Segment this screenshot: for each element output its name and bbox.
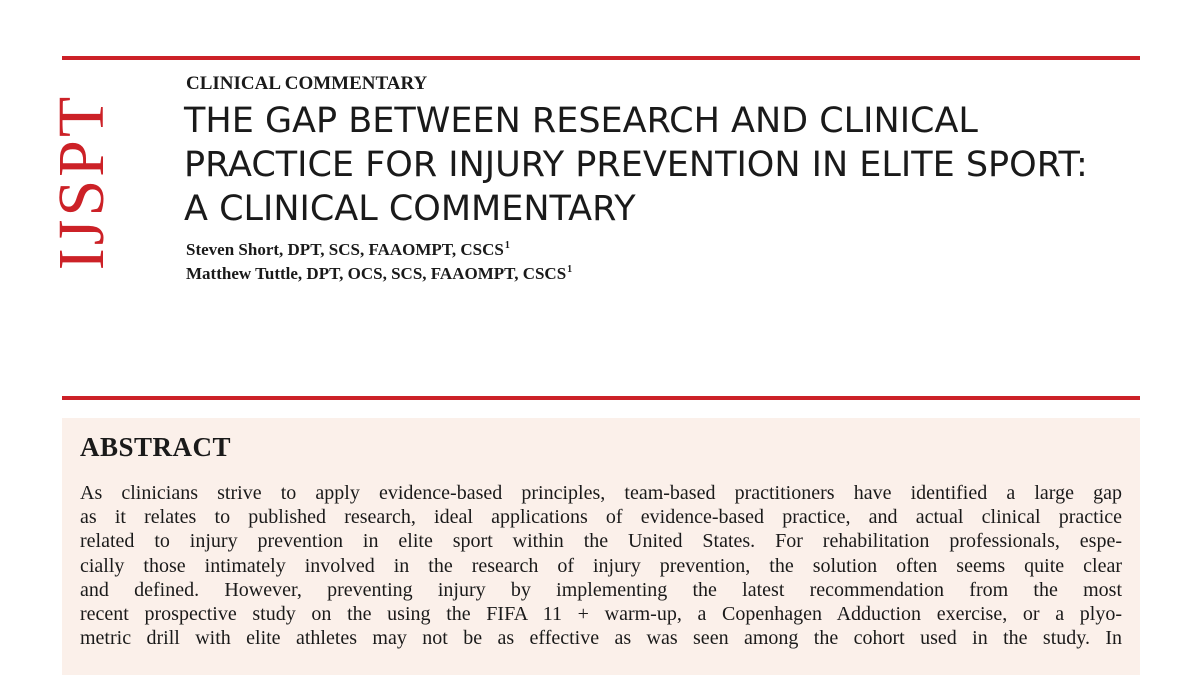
header-top-rule (62, 56, 1140, 60)
abstract-body (80, 481, 1122, 650)
abstract-line: As clinicians strive to apply evidence-based principles, team-based practitioners have identified a large gap (80, 482, 1122, 504)
section-label: CLINICAL COMMENTARY (186, 73, 428, 94)
affiliation-marker: 1 (504, 240, 510, 252)
abstract-line: and defined. However, preventing injury by implementing the latest recommendation from the most (80, 578, 1122, 601)
author-name: Steven Short, DPT, SCS, FAAOMPT, CSCS (186, 240, 504, 259)
journal-logo: IJSPT (45, 93, 118, 271)
author-list (186, 238, 572, 286)
title-line-2: PRACTICE FOR INJURY PREVENTION IN ELITE SPORT: (184, 145, 1088, 185)
abstract-line: recent prospective study on the using the FIFA 11 + warm-up, a Copenhagen Adduction exercise, or a plyo- (80, 602, 1122, 625)
title-line-1: THE GAP BETWEEN RESEARCH AND CLINICAL (184, 101, 978, 141)
abstract-heading: ABSTRACT (80, 432, 232, 462)
abstract-line: cially those intimately involved in the research of injury prevention, the solution often seems quite clear (80, 554, 1122, 577)
author-entry (186, 262, 572, 286)
header-bottom-rule (62, 396, 1140, 400)
affiliation-marker: 1 (567, 264, 573, 276)
author-entry (186, 238, 572, 262)
author-name: Matthew Tuttle, DPT, OCS, SCS, FAAOMPT, CSCS (186, 264, 567, 283)
abstract-line: metric drill with elite athletes may not be as effective as was seen among the cohort used in the study. In (80, 627, 1122, 650)
article-title (184, 99, 1088, 231)
title-line-3: A CLINICAL COMMENTARY (184, 189, 636, 229)
abstract-line: as it relates to published research, ideal applications of evidence-based practice, and actual clinical practice (80, 506, 1122, 529)
abstract-line: related to injury prevention in elite sport within the United States. For rehabilitation professionals, espe- (80, 530, 1122, 553)
